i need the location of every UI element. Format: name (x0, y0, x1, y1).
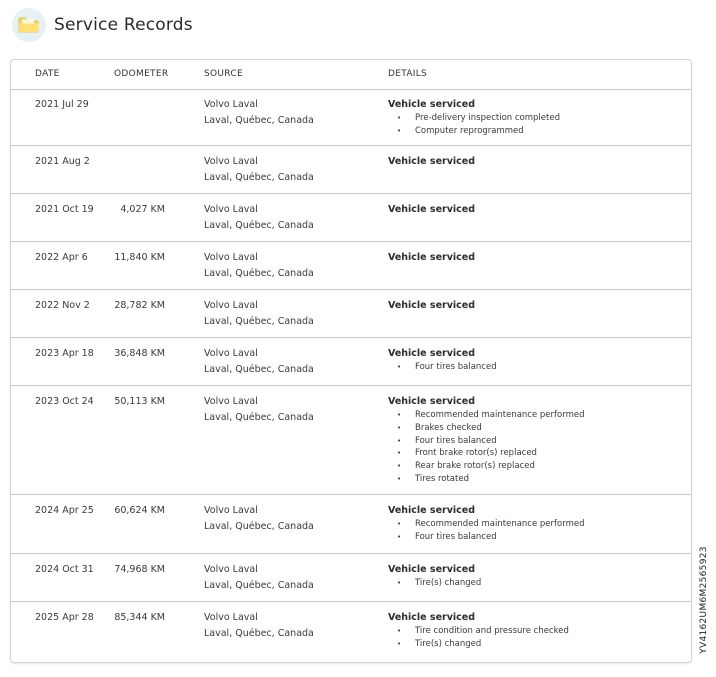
details-title: Vehicle serviced (388, 505, 476, 516)
table-header (11, 60, 691, 90)
row-source (204, 202, 314, 234)
details-title: Vehicle serviced (388, 564, 476, 575)
service-records-table (10, 59, 692, 663)
details-title: Vehicle serviced (388, 204, 476, 215)
row-source (204, 394, 314, 426)
row-date: 2023 Oct 24 (35, 396, 94, 407)
row-date: 2024 Apr 25 (35, 505, 94, 516)
details-list (388, 409, 584, 486)
row-date: 2022 Nov 2 (35, 300, 90, 311)
details-item: • Tires rotated (388, 473, 584, 486)
row-source (204, 610, 314, 642)
details-list (388, 577, 481, 590)
details-item: • Four tires balanced (388, 361, 497, 374)
source-location: Laval, Québec, Canada (204, 521, 314, 532)
row-details (388, 204, 475, 217)
source-location: Laval, Québec, Canada (204, 172, 314, 183)
details-title: Vehicle serviced (388, 156, 476, 167)
details-item: • Computer reprogrammed (388, 125, 560, 138)
details-list (388, 625, 569, 651)
source-name: Volvo Laval (204, 564, 258, 575)
table-row (11, 602, 691, 661)
details-title: Vehicle serviced (388, 396, 476, 407)
table-row (11, 338, 691, 386)
row-details (388, 564, 481, 590)
row-date: 2022 Apr 6 (35, 252, 88, 263)
side-code (697, 545, 711, 655)
column-header-odometer: ODOMETER (114, 69, 169, 79)
row-details (388, 612, 569, 651)
row-source (204, 298, 314, 330)
details-title: Vehicle serviced (388, 300, 476, 311)
row-details (388, 252, 475, 265)
row-source (204, 562, 314, 594)
row-odometer: 11,840 KM (114, 252, 165, 263)
details-item: • Rear brake rotor(s) replaced (388, 460, 584, 473)
table-row (11, 554, 691, 602)
details-title: Vehicle serviced (388, 612, 476, 623)
table-row (11, 146, 691, 194)
row-date: 2023 Apr 18 (35, 348, 94, 359)
details-item: • Four tires balanced (388, 531, 584, 544)
row-date: 2021 Oct 19 (35, 204, 94, 215)
page-header (12, 7, 193, 43)
details-title: Vehicle serviced (388, 348, 476, 359)
source-location: Laval, Québec, Canada (204, 220, 314, 231)
details-list (388, 518, 584, 544)
row-details (388, 396, 584, 486)
column-header-source: SOURCE (204, 69, 243, 79)
page-title: Service Records (54, 15, 193, 35)
details-item: • Recommended maintenance performed (388, 409, 584, 422)
row-odometer: 50,113 KM (114, 396, 165, 407)
row-date: 2025 Apr 28 (35, 612, 94, 623)
row-date: 2021 Jul 29 (35, 99, 89, 110)
row-odometer: 74,968 KM (114, 564, 165, 575)
source-name: Volvo Laval (204, 348, 258, 359)
details-item: • Tire(s) changed (388, 638, 569, 651)
source-location: Laval, Québec, Canada (204, 268, 314, 279)
row-odometer: 85,344 KM (114, 612, 165, 623)
details-list (388, 361, 497, 374)
source-name: Volvo Laval (204, 396, 258, 407)
source-name: Volvo Laval (204, 505, 258, 516)
source-location: Laval, Québec, Canada (204, 412, 314, 423)
row-odometer: 60,624 KM (114, 505, 165, 516)
table-row (11, 194, 691, 242)
details-item: • Pre-delivery inspection completed (388, 112, 560, 125)
source-name: Volvo Laval (204, 99, 258, 110)
row-source (204, 503, 314, 535)
source-location: Laval, Québec, Canada (204, 115, 314, 126)
details-title: Vehicle serviced (388, 252, 476, 263)
details-item: • Brakes checked (388, 422, 584, 435)
row-odometer: 4,027 KM (120, 204, 165, 215)
row-date: 2021 Aug 2 (35, 156, 90, 167)
source-name: Volvo Laval (204, 252, 258, 263)
row-odometer: 36,848 KM (114, 348, 165, 359)
column-header-details: DETAILS (388, 69, 428, 79)
source-location: Laval, Québec, Canada (204, 316, 314, 327)
folder-icon (12, 8, 46, 42)
table-row (11, 495, 691, 554)
source-name: Volvo Laval (204, 300, 258, 311)
side-code-text: YV4162UM6M2565923 (699, 546, 709, 654)
source-location: Laval, Québec, Canada (204, 364, 314, 375)
row-details (388, 300, 475, 313)
column-header-date: DATE (35, 69, 60, 79)
details-item: • Front brake rotor(s) replaced (388, 447, 584, 460)
details-list (388, 112, 560, 138)
details-title: Vehicle serviced (388, 99, 476, 110)
details-item: • Tire condition and pressure checked (388, 625, 569, 638)
table-row (11, 386, 691, 495)
row-details (388, 156, 475, 169)
row-odometer: 28,782 KM (114, 300, 165, 311)
row-source (204, 250, 314, 282)
row-source (204, 154, 314, 186)
row-details (388, 505, 584, 544)
row-source (204, 346, 314, 378)
source-name: Volvo Laval (204, 156, 258, 167)
source-name: Volvo Laval (204, 204, 258, 215)
details-item: • Tire(s) changed (388, 577, 481, 590)
table-row (11, 242, 691, 290)
row-source (204, 97, 314, 129)
source-location: Laval, Québec, Canada (204, 580, 314, 591)
row-date: 2024 Oct 31 (35, 564, 94, 575)
row-details (388, 348, 497, 374)
details-item: • Recommended maintenance performed (388, 518, 584, 531)
row-details (388, 99, 560, 138)
source-location: Laval, Québec, Canada (204, 628, 314, 639)
source-name: Volvo Laval (204, 612, 258, 623)
table-row (11, 290, 691, 338)
details-item: • Four tires balanced (388, 435, 584, 448)
table-row (11, 89, 691, 146)
